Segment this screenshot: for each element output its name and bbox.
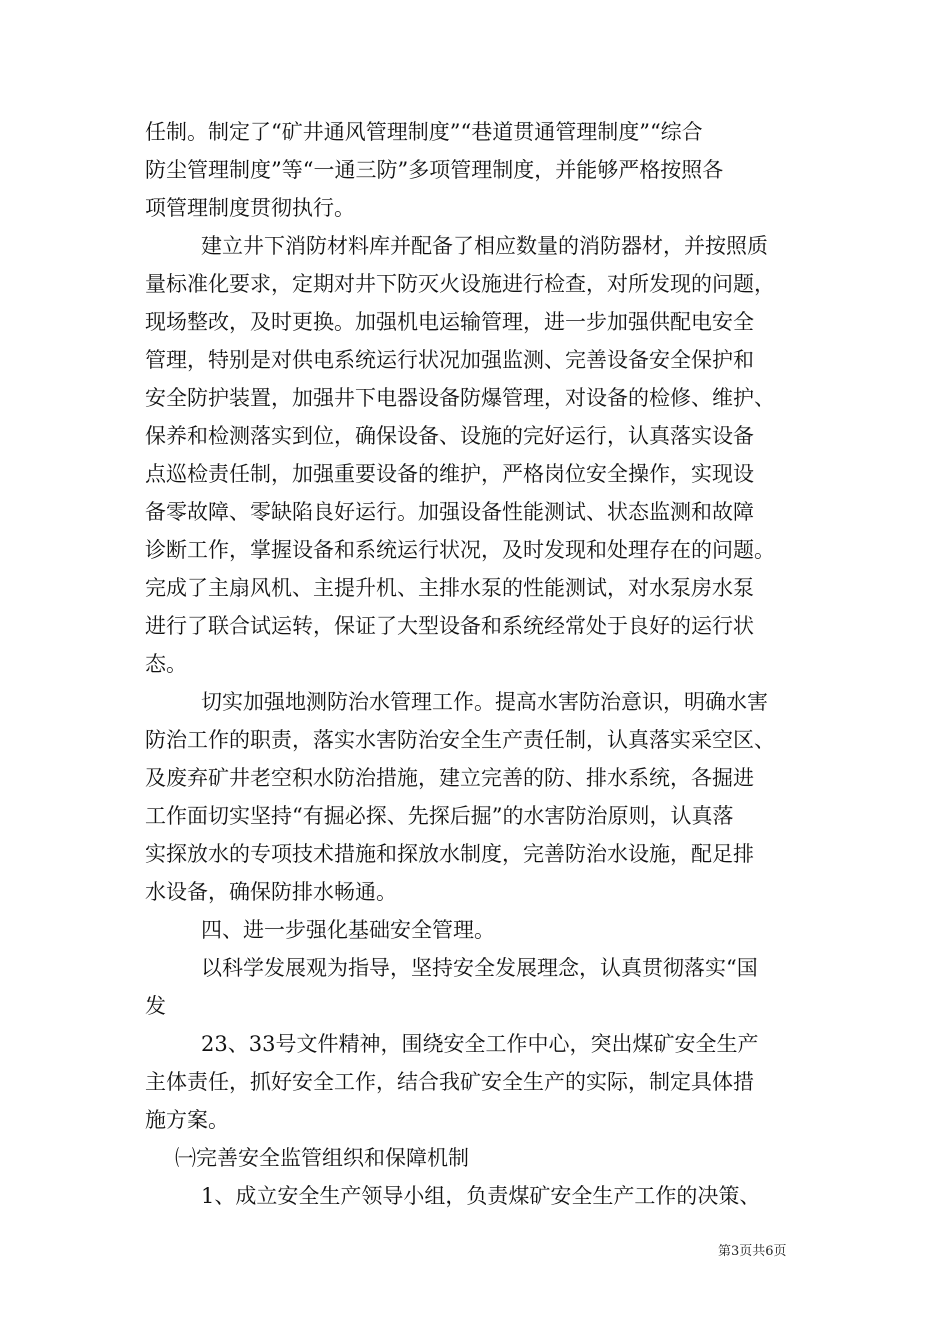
text-line: 保养和检测落实到位，确保设备、设施的完好运行，认真落实设备 [145, 424, 754, 448]
text-line: 防尘管理制度”等“一通三防”多项管理制度，并能够严格按照各 [145, 158, 724, 182]
paragraph-start-line: 建立井下消防材料库并配备了相应数量的消防器材，并按照质 [201, 234, 768, 258]
text-line: 安全防护装置，加强井下电器设备防爆管理，对设备的检修、维护、 [145, 386, 775, 410]
text-line: 及废弃矿井老空积水防治措施，建立完善的防、排水系统，各掘进 [145, 766, 754, 790]
paragraph-start-line: 以科学发展观为指导，坚持安全发展理念，认真贯彻落实“国 [201, 956, 758, 980]
text-line: 水设备，确保防排水畅通。 [145, 880, 397, 904]
text-line: 量标准化要求，定期对井下防灭火设施进行检查，对所发现的问题， [145, 272, 775, 296]
text-line: 防治工作的职责，落实水害防治安全生产责任制，认真落实采空区、 [145, 728, 775, 752]
text-line: 现场整改，及时更换。加强机电运输管理，进一步加强供配电安全 [145, 310, 754, 334]
text-line: 进行了联合试运转，保证了大型设备和系统经常处于良好的运行状 [145, 614, 754, 638]
paragraph-start-line: 切实加强地测防治水管理工作。提高水害防治意识，明确水害 [201, 690, 768, 714]
text-line: 发 [145, 994, 166, 1018]
text-line: 完成了主扇风机、主提升机、主排水泵的性能测试，对水泵房水泵 [145, 576, 754, 600]
text-line: 点巡检责任制，加强重要设备的维护，严格岗位安全操作，实现设 [145, 462, 754, 486]
subsection-heading: ㈠完善安全监管组织和保障机制 [175, 1146, 469, 1170]
text-line: 诊断工作，掌握设备和系统运行状况，及时发现和处理存在的问题。 [145, 538, 775, 562]
page-number-footer: 第3页共6页 [718, 1244, 787, 1259]
text-line: 主体责任，抓好安全工作，结合我矿安全生产的实际，制定具体措 [145, 1070, 754, 1094]
paragraph-start-line: 1、成立安全生产领导小组，负责煤矿安全生产工作的决策、 [201, 1184, 761, 1208]
text-line: 工作面切实坚持“有掘必探、先探后掘”的水害防治原则，认真落 [145, 804, 734, 828]
text-line: 备零故障、零缺陷良好运行。加强设备性能测试、状态监测和故障 [145, 500, 754, 524]
text-line: 管理，特别是对供电系统运行状况加强监测、完善设备安全保护和 [145, 348, 754, 372]
text-line: 施方案。 [145, 1108, 229, 1132]
text-line: 实探放水的专项技术措施和探放水制度，完善防治水设施，配足排 [145, 842, 754, 866]
section-heading: 四、进一步强化基础安全管理。 [201, 918, 495, 942]
text-line: 项管理制度贯彻执行。 [145, 196, 355, 220]
text-line: 任制。制定了“矿井通风管理制度”“巷道贯通管理制度”“综合 [145, 120, 703, 144]
text-line: 态。 [145, 652, 187, 676]
text-line: 23、33号文件精神，围绕安全工作中心，突出煤矿安全生产 [201, 1032, 759, 1056]
